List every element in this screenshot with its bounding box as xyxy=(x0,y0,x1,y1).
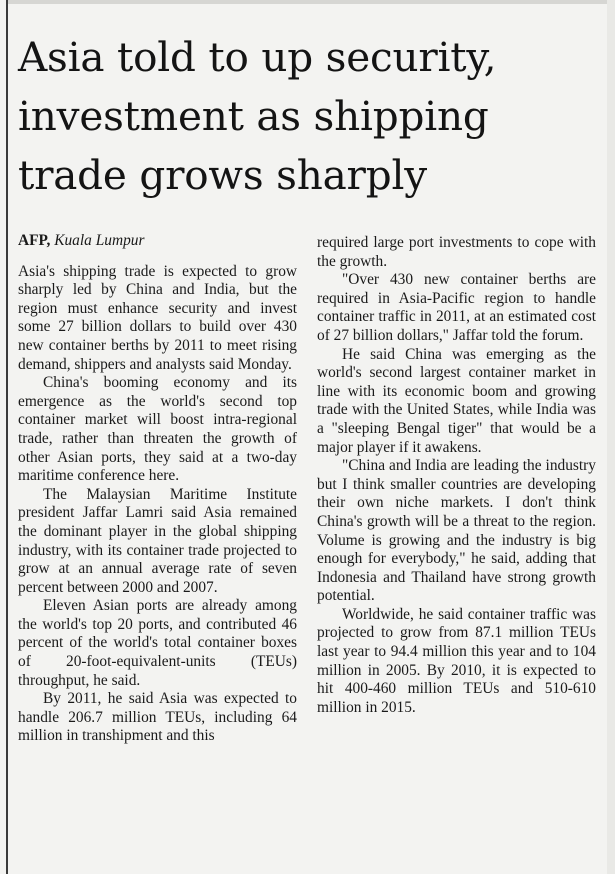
paragraph: The Malaysian Maritime Institute president Jaffar Lamri said Asia remained the dominant player in the global shipping industry, with its container trade projected to grow at an annual average rate of seven percent between 2000 and 2007. xyxy=(18,485,297,596)
byline-agency: AFP, xyxy=(18,232,51,249)
article-column-right xyxy=(317,234,596,717)
paragraph: By 2011, he said Asia was expected to handle 206.7 million TEUs, including 64 million in transhipment and this xyxy=(18,690,297,745)
right-margin-strip xyxy=(607,0,615,874)
article-column-left xyxy=(18,232,297,746)
paragraph: "Over 430 new container berths are required in Asia-Pacific region to handle container traffic in 2011, at an estimated cost of 27 billion dollars," Jaffar told the forum. xyxy=(317,271,596,344)
article-headline: Asia told to up security, investment as shipping trade grows sharply xyxy=(18,33,497,199)
paragraph: China's booming economy and its emergence as the world's second top container market will boost intra-regional trade, rather than threaten the growth of other Asian ports, they said at a two-day maritime conference here. xyxy=(18,374,297,485)
top-border xyxy=(6,0,615,4)
paragraph: Eleven Asian ports are already among the world's top 20 ports, and contributed 46 percent of the world's total container boxes of 20-foot-equivalent-units (TEUs) throughput, he said. xyxy=(18,597,297,689)
paragraph: He said China was emerging as the world's second largest container market in line with its economic boom and growing trade with the United States, while India was a "sleeping Bengal tiger" that would be a major player if it awakens. xyxy=(317,345,596,456)
left-border-rule xyxy=(6,0,8,874)
paragraph: Asia's shipping trade is expected to grow sharply led by China and India, but the region must enhance security and invest some 27 billion dollars to build over 430 new container berths by 2011 to meet rising demand, shippers and analysts said Monday. xyxy=(18,262,297,373)
paragraph: Worldwide, he said container traffic was projected to grow from 87.1 million TEUs last year to 94.4 million this year and to 104 million in 2005. By 2010, it is expected to hit 400-460 million TEUs and 510-610 million in 2015. xyxy=(317,605,596,716)
paragraph: required large port investments to cope with the growth. xyxy=(317,234,596,270)
paragraph: "China and India are leading the industry but I think smaller countries are developing their own niche markets. I don't think China's growth will be a threat to the region. Volume is growing and the industry is big enough for everybody," he said, adding that Indonesia and Thailand have strong growth potential. xyxy=(317,457,596,605)
byline xyxy=(18,232,297,251)
byline-location: Kuala Lumpur xyxy=(54,232,145,249)
